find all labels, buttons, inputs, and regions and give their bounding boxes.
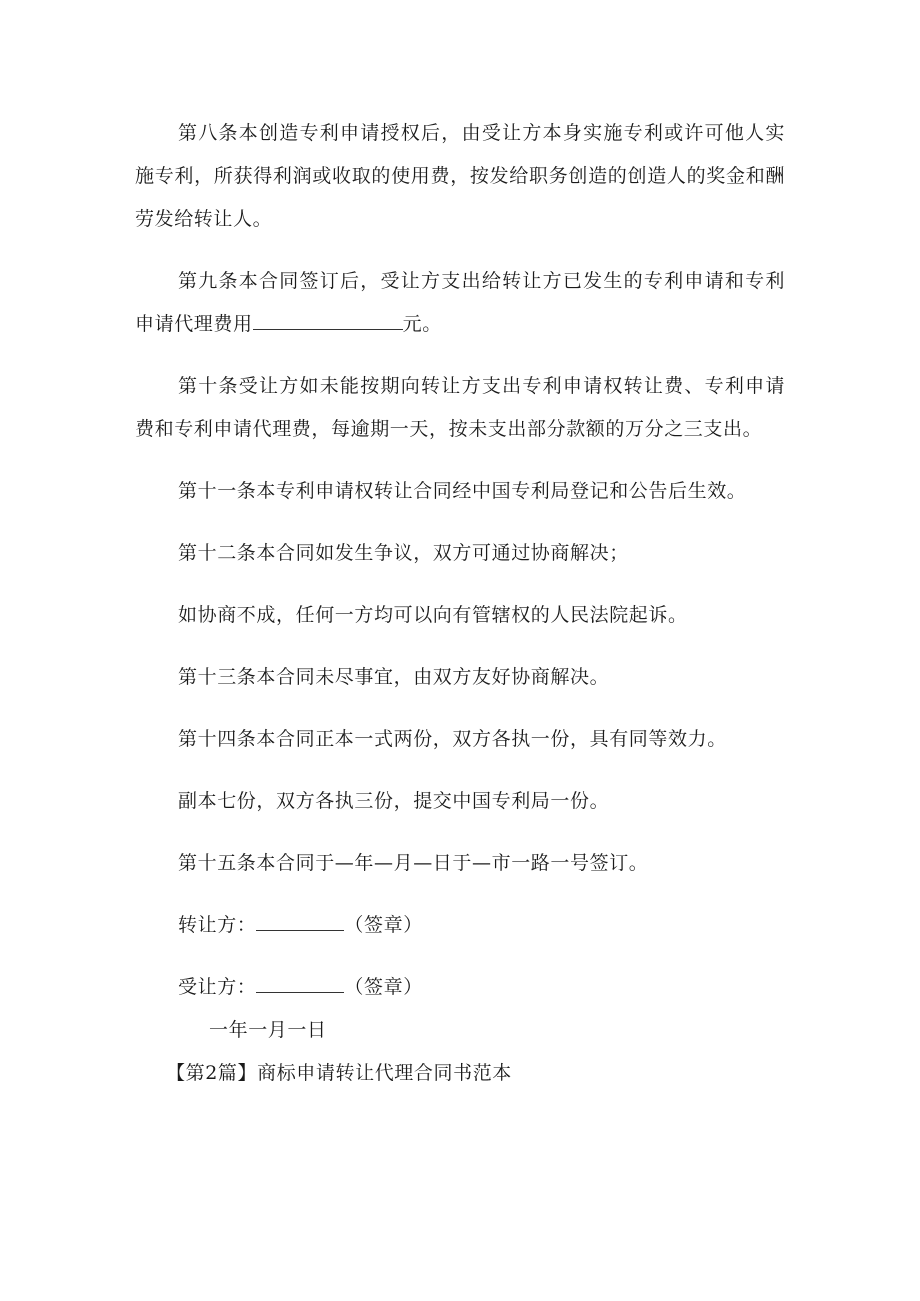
transferee-label: 受让方： <box>178 976 257 998</box>
next-section-heading: 【第2篇】商标申请转让代理合同书范本 <box>166 1062 512 1084</box>
transferee-seal-note: （签章） <box>344 976 423 998</box>
article-14: 第十四条本合同正本一式两份，双方各执一份，具有同等效力。 <box>178 728 727 750</box>
article-14-continued: 副本七份，双方各执三份，提交中国专利局一份。 <box>178 790 610 812</box>
article-9-text: 第九条本合同签订后，受让方支出给转让方已发生的专利申请和专利申请代理费用 <box>135 270 785 335</box>
article-8: 第八条本创造专利申请授权后，由受让方本身实施专利或许可他人实施专利，所获得利润或收取的使用费，按发给职务创造的创造人的奖金和酬劳发给转让人。 <box>135 122 785 230</box>
fee-amount-blank[interactable] <box>253 311 403 330</box>
article-12: 第十二条本合同如发生争议，双方可通过协商解决； <box>178 542 629 564</box>
document-body <box>135 112 785 1095</box>
article-11: 第十一条本专利申请权转让合同经中国专利局登记和公告后生效。 <box>178 480 747 502</box>
article-9-unit: 元。 <box>402 313 442 335</box>
article-12-continued: 如协商不成，任何一方均可以向有管辖权的人民法院起诉。 <box>178 604 688 626</box>
article-10: 第十条受让方如未能按期向转让方支出专利申请权转让费、专利申请费和专利申请代理费，每逾期一天，按未支出部分款额的万分之三支出。 <box>135 375 785 440</box>
signing-date: 一年一月一日 <box>209 1019 327 1041</box>
transferee-signature-blank[interactable] <box>256 974 344 993</box>
transferor-signature-blank[interactable] <box>256 912 344 931</box>
article-13: 第十三条本合同未尽事宜，由双方友好协商解决。 <box>178 666 610 688</box>
transferor-seal-note: （签章） <box>344 914 423 936</box>
transferor-signature-line <box>135 904 785 947</box>
transferor-label: 转让方： <box>178 914 257 936</box>
transferee-signature-line <box>135 966 785 1009</box>
article-15: 第十五条本合同于—年—月—日于—市一路一号签订。 <box>178 852 649 874</box>
article-9 <box>135 260 785 346</box>
